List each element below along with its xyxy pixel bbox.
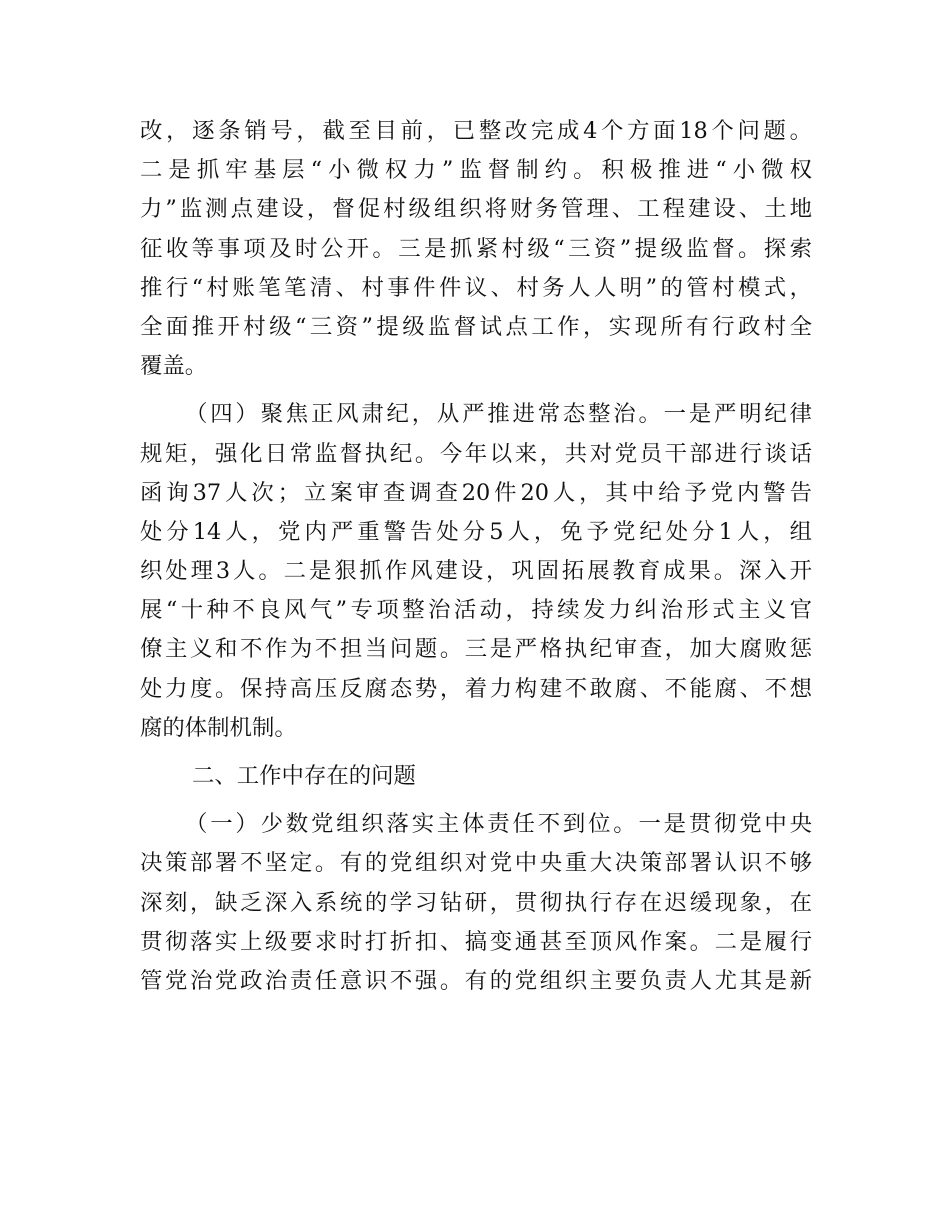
text-line: 贯彻落实上级要求时打折扣、搞变通甚至顶风作案。二是履行 [140,928,812,955]
text-line: 函询37人次；立案审查调查20件20人，其中给予党内警告 [140,479,812,506]
paragraph [140,395,812,748]
paragraph-spacer [140,748,812,757]
text-line: 改，逐条销号，截至目前，已整改完成4个方面18个问题。 [140,118,812,144]
paragraph [140,805,812,1001]
document-body [140,112,812,1001]
text-line: 管党治党政治责任意识不强。有的党组织主要负责人尤其是新 [140,967,812,994]
text-line: 展“十种不良风气”专项整治活动，持续发力纠治形式主义官 [140,597,812,624]
paragraph-spacer [140,796,812,805]
text-line: 规矩，强化日常监督执纪。今年以来，共对党员干部进行谈话 [140,440,812,467]
text-line: 处力度。保持高压反腐态势，着力构建不敢腐、不能腐、不想 [140,675,812,702]
paragraph-spacer [140,386,812,395]
text-line: 征收等事项及时公开。三是抓紧村级“三资”提级监督。探索 [140,235,812,262]
text-line: 织处理3人。二是狠抓作风建设，巩固拓展教育成果。深入开 [140,558,812,585]
text-line: 僚主义和不作为不担当问题。三是严格执纪审查，加大腐败惩 [140,636,812,663]
text-line: 二是抓牢基层“小微权力”监督制约。积极推进“小微权 [140,157,812,184]
text-line: 处分14人，党内严重警告处分5人，免予党纪处分1人，组 [140,518,812,545]
text-line: 决策部署不坚定。有的党组织对党中央重大决策部署认识不够 [140,850,812,877]
text-line: （四）聚焦正风肃纪，从严推进常态整治。一是严明纪律 [185,401,812,428]
paragraph [140,112,812,386]
text-line: 全面推开村级“三资”提级监督试点工作，实现所有行政村全 [140,313,812,340]
text-line: 深刻，缺乏深入系统的学习钻研，贯彻执行存在迟缓现象，在 [140,889,812,916]
text-line: 力”监测点建设，督促村级组织将财务管理、工程建设、土地 [140,196,812,223]
text-line: 推行“村账笔笔清、村事件件议、村务人人明”的管村模式， [140,274,812,301]
text-line: 腐的体制机制。 [140,714,297,741]
section-heading: 二、工作中存在的问题 [192,763,416,789]
text-line: 覆盖。 [140,353,208,380]
text-line: （一）少数党组织落实主体责任不到位。一是贯彻党中央 [185,811,812,838]
